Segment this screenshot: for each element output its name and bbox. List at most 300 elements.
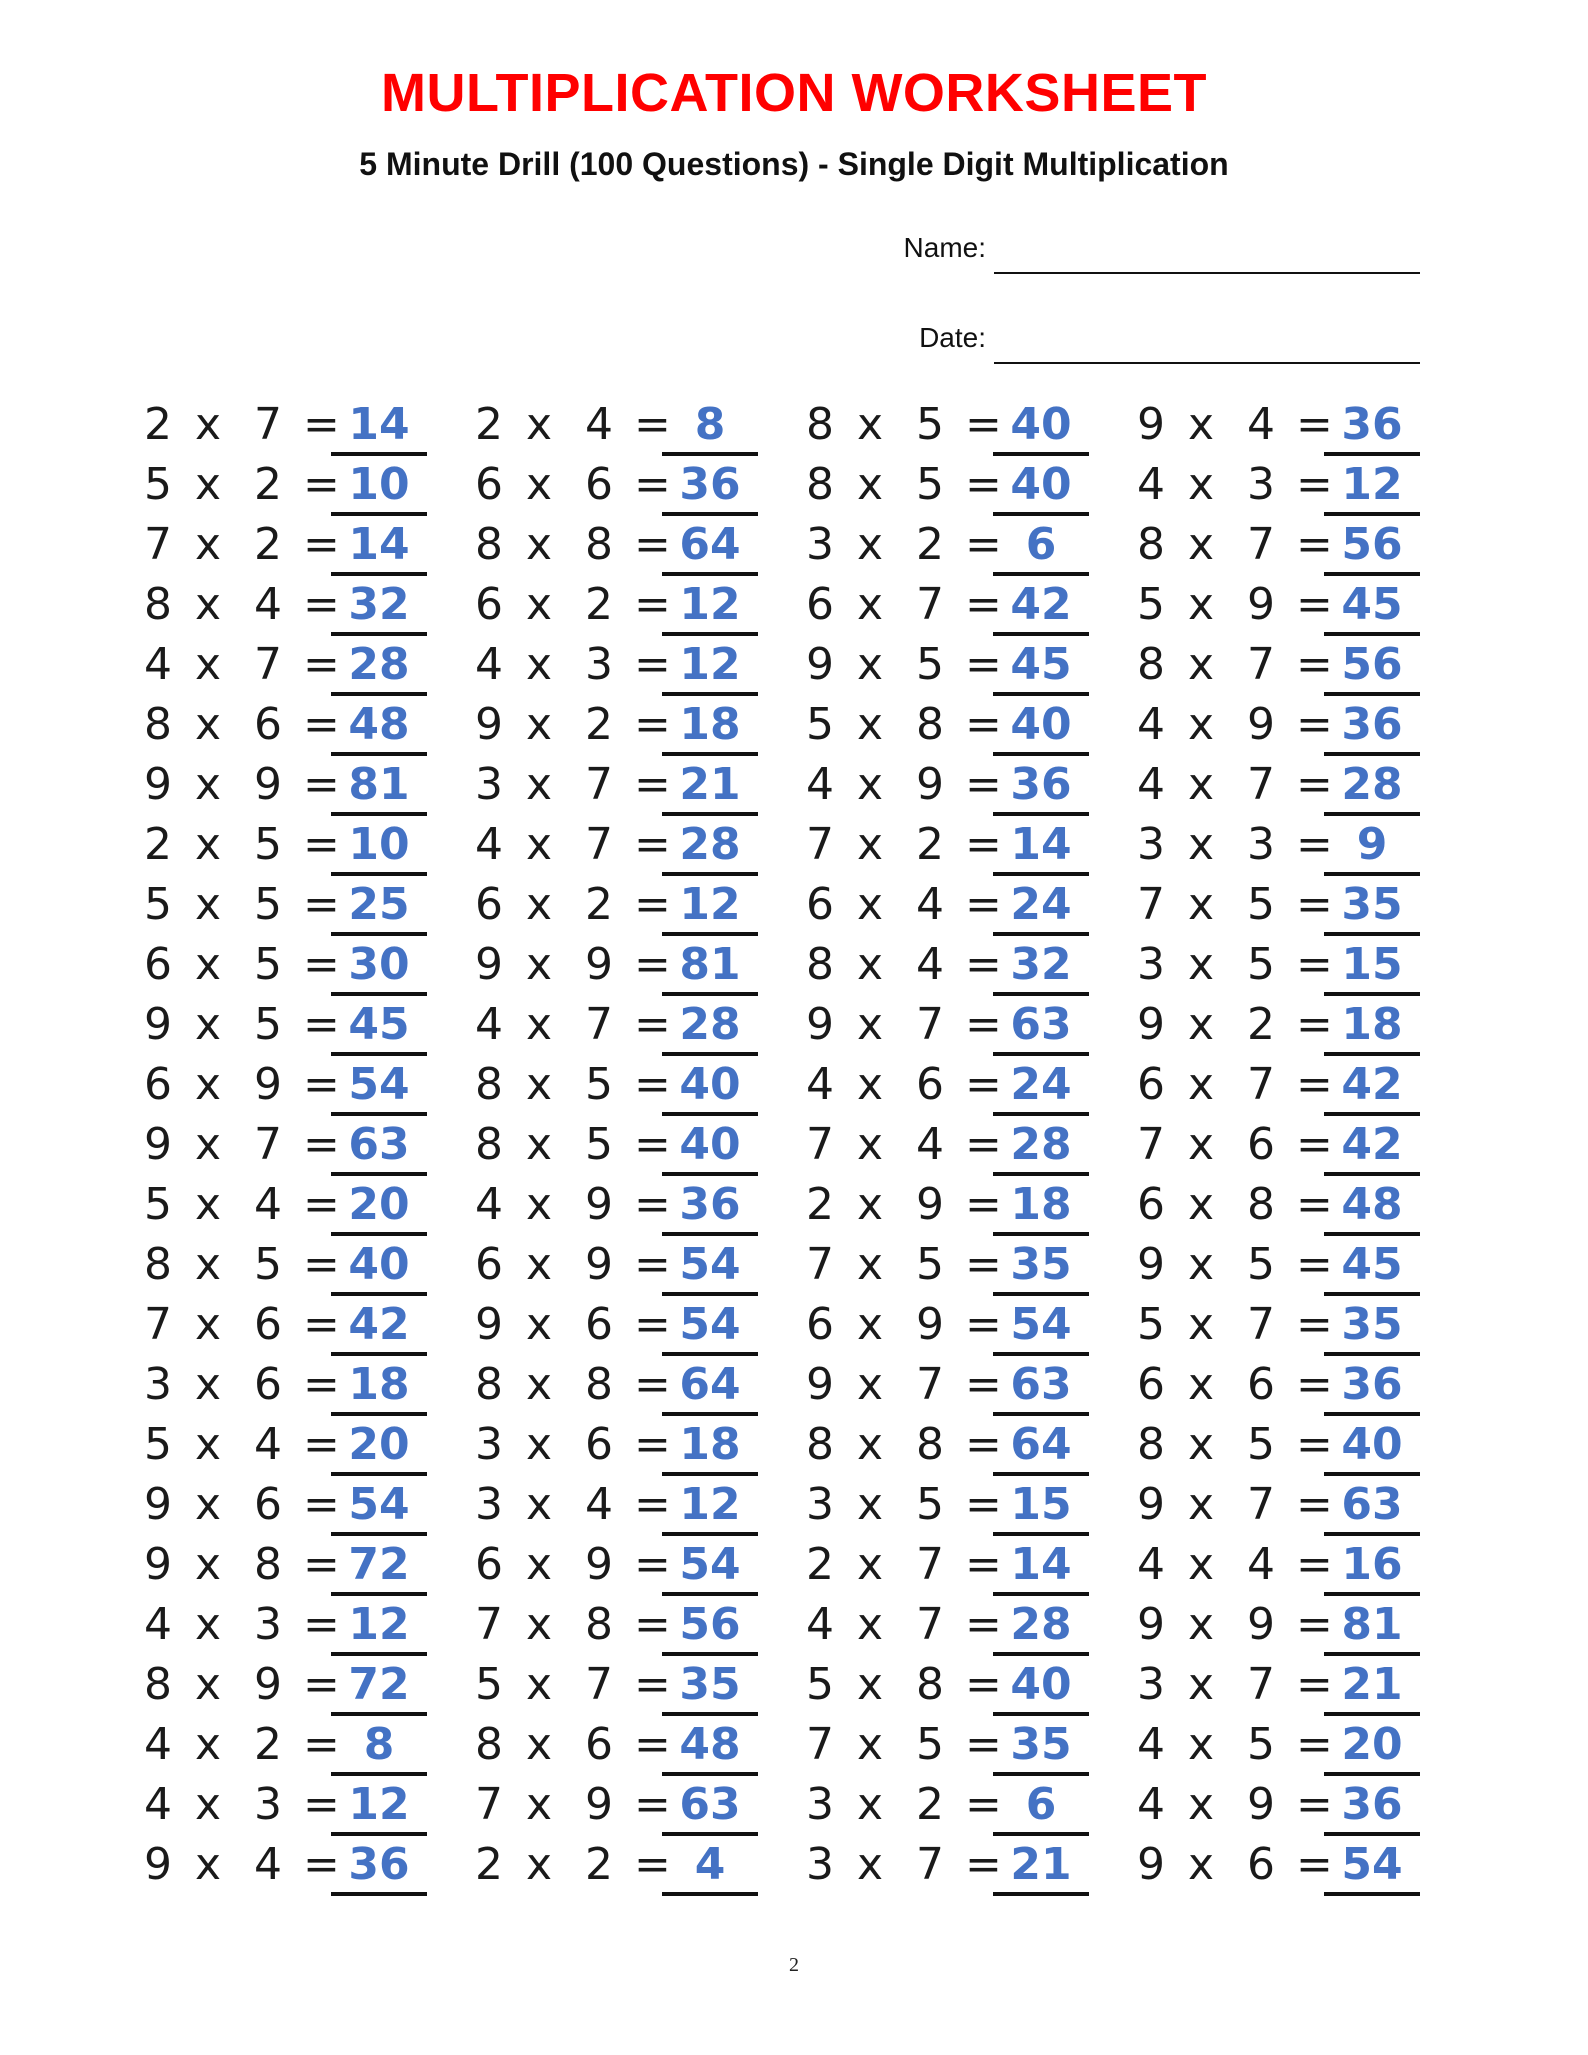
answer[interactable]: 42 bbox=[348, 1299, 410, 1350]
first-factor: 4 bbox=[806, 759, 834, 810]
times-sign: x bbox=[525, 819, 553, 870]
times-sign: x bbox=[856, 1179, 884, 1230]
equals-sign: = bbox=[965, 939, 1002, 990]
problem-row bbox=[143, 935, 453, 995]
answer[interactable]: 25 bbox=[348, 879, 410, 930]
answer[interactable]: 28 bbox=[1010, 1119, 1072, 1170]
first-factor: 6 bbox=[1137, 1059, 1165, 1110]
equals-sign: = bbox=[1296, 519, 1333, 570]
first-factor: 8 bbox=[806, 1419, 834, 1470]
times-sign: x bbox=[525, 999, 553, 1050]
answer[interactable]: 35 bbox=[1010, 1719, 1072, 1770]
problem-row bbox=[1136, 815, 1446, 875]
equals-sign: = bbox=[1296, 939, 1333, 990]
second-factor: 7 bbox=[254, 639, 282, 690]
answer[interactable]: 14 bbox=[1010, 1539, 1072, 1590]
answer[interactable]: 30 bbox=[348, 939, 410, 990]
problem-row bbox=[143, 1355, 453, 1415]
second-factor: 6 bbox=[254, 1479, 282, 1530]
times-sign: x bbox=[1187, 1659, 1215, 1710]
answer[interactable]: 36 bbox=[348, 1839, 410, 1890]
answer[interactable]: 12 bbox=[679, 639, 741, 690]
times-sign: x bbox=[856, 1059, 884, 1110]
answer[interactable]: 56 bbox=[679, 1599, 741, 1650]
problem-row bbox=[805, 635, 1115, 695]
answer[interactable]: 81 bbox=[348, 759, 410, 810]
first-factor: 8 bbox=[475, 519, 503, 570]
times-sign: x bbox=[525, 1719, 553, 1770]
first-factor: 6 bbox=[144, 939, 172, 990]
answer[interactable]: 45 bbox=[1010, 639, 1072, 690]
second-factor: 7 bbox=[1247, 519, 1275, 570]
answer[interactable]: 8 bbox=[363, 1719, 395, 1770]
first-factor: 7 bbox=[1137, 1119, 1165, 1170]
answer[interactable]: 28 bbox=[1341, 759, 1403, 810]
second-factor: 9 bbox=[585, 1239, 613, 1290]
answer[interactable]: 42 bbox=[1341, 1119, 1403, 1170]
equals-sign: = bbox=[965, 579, 1002, 630]
problem-row bbox=[474, 1055, 784, 1115]
times-sign: x bbox=[856, 879, 884, 930]
equals-sign: = bbox=[1296, 1299, 1333, 1350]
equals-sign: = bbox=[965, 879, 1002, 930]
first-factor: 4 bbox=[806, 1599, 834, 1650]
times-sign: x bbox=[1187, 1779, 1215, 1830]
answer[interactable]: 14 bbox=[1010, 819, 1072, 870]
problem-row bbox=[805, 1055, 1115, 1115]
first-factor: 5 bbox=[475, 1659, 503, 1710]
answer[interactable]: 36 bbox=[1341, 1359, 1403, 1410]
equals-sign: = bbox=[303, 639, 340, 690]
answer[interactable]: 32 bbox=[1010, 939, 1072, 990]
times-sign: x bbox=[1187, 819, 1215, 870]
equals-sign: = bbox=[634, 1659, 671, 1710]
equals-sign: = bbox=[634, 1479, 671, 1530]
times-sign: x bbox=[525, 1479, 553, 1530]
first-factor: 4 bbox=[1137, 1719, 1165, 1770]
equals-sign: = bbox=[303, 999, 340, 1050]
problem-row bbox=[1136, 1835, 1446, 1895]
answer[interactable]: 54 bbox=[348, 1479, 410, 1530]
problem-row bbox=[143, 875, 453, 935]
first-factor: 4 bbox=[475, 639, 503, 690]
second-factor: 5 bbox=[585, 1119, 613, 1170]
second-factor: 4 bbox=[1247, 1539, 1275, 1590]
answer[interactable]: 12 bbox=[679, 579, 741, 630]
first-factor: 6 bbox=[475, 459, 503, 510]
problem-row bbox=[1136, 1055, 1446, 1115]
answer[interactable]: 15 bbox=[1010, 1479, 1072, 1530]
problem-row bbox=[474, 1475, 784, 1535]
first-factor: 7 bbox=[475, 1599, 503, 1650]
second-factor: 7 bbox=[1247, 639, 1275, 690]
answer[interactable]: 35 bbox=[679, 1659, 741, 1710]
times-sign: x bbox=[525, 1119, 553, 1170]
problem-row bbox=[805, 515, 1115, 575]
equals-sign: = bbox=[634, 519, 671, 570]
problem-row bbox=[805, 455, 1115, 515]
problem-row bbox=[143, 395, 453, 455]
first-factor: 9 bbox=[1137, 1239, 1165, 1290]
problem-row bbox=[474, 815, 784, 875]
answer[interactable]: 10 bbox=[348, 459, 410, 510]
answer[interactable]: 8 bbox=[694, 399, 726, 450]
first-factor: 4 bbox=[475, 1179, 503, 1230]
times-sign: x bbox=[194, 879, 222, 930]
first-factor: 3 bbox=[1137, 939, 1165, 990]
answer[interactable]: 64 bbox=[679, 1359, 741, 1410]
first-factor: 6 bbox=[806, 879, 834, 930]
times-sign: x bbox=[856, 579, 884, 630]
equals-sign: = bbox=[303, 1839, 340, 1890]
answer[interactable]: 18 bbox=[1010, 1179, 1072, 1230]
first-factor: 2 bbox=[806, 1539, 834, 1590]
equals-sign: = bbox=[1296, 1659, 1333, 1710]
problem-row bbox=[805, 995, 1115, 1055]
equals-sign: = bbox=[634, 1719, 671, 1770]
answer[interactable]: 9 bbox=[1356, 819, 1388, 870]
answer[interactable]: 35 bbox=[1341, 1299, 1403, 1350]
answer[interactable]: 16 bbox=[1341, 1539, 1403, 1590]
first-factor: 9 bbox=[144, 999, 172, 1050]
answer[interactable]: 81 bbox=[679, 939, 741, 990]
problem-row bbox=[143, 1475, 453, 1535]
second-factor: 7 bbox=[916, 579, 944, 630]
second-factor: 5 bbox=[1247, 879, 1275, 930]
times-sign: x bbox=[1187, 759, 1215, 810]
answer[interactable]: 40 bbox=[1010, 399, 1072, 450]
equals-sign: = bbox=[965, 1359, 1002, 1410]
answer[interactable]: 28 bbox=[348, 639, 410, 690]
first-factor: 2 bbox=[475, 399, 503, 450]
second-factor: 9 bbox=[254, 1659, 282, 1710]
name-input-line[interactable] bbox=[994, 272, 1420, 274]
first-factor: 6 bbox=[475, 1239, 503, 1290]
problem-row bbox=[1136, 1775, 1446, 1835]
answer[interactable]: 18 bbox=[1341, 999, 1403, 1050]
times-sign: x bbox=[194, 1119, 222, 1170]
second-factor: 3 bbox=[1247, 459, 1275, 510]
answer[interactable]: 12 bbox=[1341, 459, 1403, 510]
problem-row bbox=[805, 1595, 1115, 1655]
answer[interactable]: 54 bbox=[348, 1059, 410, 1110]
first-factor: 8 bbox=[806, 459, 834, 510]
times-sign: x bbox=[856, 819, 884, 870]
second-factor: 2 bbox=[254, 519, 282, 570]
second-factor: 5 bbox=[254, 819, 282, 870]
problem-row bbox=[474, 1235, 784, 1295]
answer[interactable]: 63 bbox=[1010, 1359, 1072, 1410]
times-sign: x bbox=[525, 1299, 553, 1350]
answer[interactable]: 36 bbox=[1341, 699, 1403, 750]
problem-row bbox=[474, 935, 784, 995]
first-factor: 8 bbox=[1137, 639, 1165, 690]
first-factor: 2 bbox=[144, 819, 172, 870]
problem-row bbox=[1136, 995, 1446, 1055]
equals-sign: = bbox=[965, 459, 1002, 510]
answer[interactable]: 56 bbox=[1341, 639, 1403, 690]
answer[interactable]: 18 bbox=[679, 1419, 741, 1470]
answer[interactable]: 64 bbox=[679, 519, 741, 570]
problem-row bbox=[474, 395, 784, 455]
answer[interactable]: 20 bbox=[348, 1419, 410, 1470]
answer[interactable]: 36 bbox=[679, 1179, 741, 1230]
times-sign: x bbox=[525, 1359, 553, 1410]
answer[interactable]: 63 bbox=[679, 1779, 741, 1830]
first-factor: 6 bbox=[144, 1059, 172, 1110]
answer[interactable]: 21 bbox=[1010, 1839, 1072, 1890]
problem-row bbox=[1136, 395, 1446, 455]
first-factor: 3 bbox=[475, 1419, 503, 1470]
equals-sign: = bbox=[965, 999, 1002, 1050]
second-factor: 6 bbox=[585, 1419, 613, 1470]
problem-row bbox=[143, 695, 453, 755]
answer[interactable]: 64 bbox=[1010, 1419, 1072, 1470]
times-sign: x bbox=[1187, 579, 1215, 630]
first-factor: 7 bbox=[144, 1299, 172, 1350]
problem-row bbox=[1136, 1715, 1446, 1775]
times-sign: x bbox=[194, 1059, 222, 1110]
times-sign: x bbox=[194, 699, 222, 750]
problem-row bbox=[805, 1175, 1115, 1235]
problem-row bbox=[805, 1835, 1115, 1895]
equals-sign: = bbox=[965, 1539, 1002, 1590]
times-sign: x bbox=[194, 999, 222, 1050]
problem-row bbox=[1136, 1355, 1446, 1415]
answer[interactable]: 54 bbox=[1010, 1299, 1072, 1350]
second-factor: 6 bbox=[1247, 1119, 1275, 1170]
second-factor: 4 bbox=[585, 1479, 613, 1530]
answer[interactable]: 35 bbox=[1341, 879, 1403, 930]
second-factor: 5 bbox=[1247, 1419, 1275, 1470]
answer[interactable]: 45 bbox=[1341, 579, 1403, 630]
second-factor: 6 bbox=[585, 459, 613, 510]
times-sign: x bbox=[1187, 1239, 1215, 1290]
answer[interactable]: 54 bbox=[1341, 1839, 1403, 1890]
answer[interactable]: 28 bbox=[1010, 1599, 1072, 1650]
times-sign: x bbox=[1187, 1479, 1215, 1530]
equals-sign: = bbox=[634, 879, 671, 930]
answer[interactable]: 35 bbox=[1010, 1239, 1072, 1290]
answer[interactable]: 14 bbox=[348, 399, 410, 450]
answer[interactable]: 54 bbox=[679, 1299, 741, 1350]
problem-row bbox=[805, 1715, 1115, 1775]
equals-sign: = bbox=[303, 879, 340, 930]
first-factor: 6 bbox=[475, 879, 503, 930]
answer[interactable]: 6 bbox=[1025, 1779, 1057, 1830]
answer[interactable]: 42 bbox=[1010, 579, 1072, 630]
times-sign: x bbox=[194, 1719, 222, 1770]
equals-sign: = bbox=[965, 1479, 1002, 1530]
problem-row bbox=[805, 1415, 1115, 1475]
answer[interactable]: 21 bbox=[679, 759, 741, 810]
first-factor: 9 bbox=[1137, 399, 1165, 450]
answer[interactable]: 12 bbox=[348, 1599, 410, 1650]
equals-sign: = bbox=[303, 579, 340, 630]
second-factor: 7 bbox=[916, 1359, 944, 1410]
second-factor: 3 bbox=[254, 1779, 282, 1830]
date-input-line[interactable] bbox=[994, 362, 1420, 364]
first-factor: 9 bbox=[475, 1299, 503, 1350]
problem-row bbox=[1136, 575, 1446, 635]
answer[interactable]: 28 bbox=[679, 819, 741, 870]
problem-row bbox=[805, 1115, 1115, 1175]
answer[interactable]: 20 bbox=[1341, 1719, 1403, 1770]
answer[interactable]: 20 bbox=[348, 1179, 410, 1230]
equals-sign: = bbox=[303, 699, 340, 750]
equals-sign: = bbox=[965, 639, 1002, 690]
answer[interactable]: 54 bbox=[679, 1539, 741, 1590]
times-sign: x bbox=[194, 1419, 222, 1470]
problem-row bbox=[143, 1415, 453, 1475]
equals-sign: = bbox=[634, 999, 671, 1050]
answer[interactable]: 15 bbox=[1341, 939, 1403, 990]
first-factor: 9 bbox=[1137, 1599, 1165, 1650]
times-sign: x bbox=[194, 579, 222, 630]
answer[interactable]: 40 bbox=[348, 1239, 410, 1290]
times-sign: x bbox=[856, 1719, 884, 1770]
answer[interactable]: 6 bbox=[1025, 519, 1057, 570]
first-factor: 9 bbox=[144, 1839, 172, 1890]
times-sign: x bbox=[525, 939, 553, 990]
problem-row bbox=[143, 755, 453, 815]
answer[interactable]: 42 bbox=[1341, 1059, 1403, 1110]
second-factor: 9 bbox=[1247, 699, 1275, 750]
equals-sign: = bbox=[303, 819, 340, 870]
problem-row bbox=[143, 1595, 453, 1655]
second-factor: 9 bbox=[585, 1179, 613, 1230]
answer[interactable]: 14 bbox=[348, 519, 410, 570]
problem-row bbox=[805, 875, 1115, 935]
answer[interactable]: 24 bbox=[1010, 1059, 1072, 1110]
answer[interactable]: 36 bbox=[1010, 759, 1072, 810]
answer[interactable]: 40 bbox=[1010, 699, 1072, 750]
answer[interactable]: 40 bbox=[1010, 459, 1072, 510]
first-factor: 8 bbox=[144, 1659, 172, 1710]
answer[interactable]: 36 bbox=[679, 459, 741, 510]
answer[interactable]: 72 bbox=[348, 1539, 410, 1590]
times-sign: x bbox=[194, 1479, 222, 1530]
problem-row bbox=[1136, 1295, 1446, 1355]
second-factor: 2 bbox=[585, 879, 613, 930]
answer[interactable]: 18 bbox=[679, 699, 741, 750]
times-sign: x bbox=[1187, 1119, 1215, 1170]
answer[interactable]: 45 bbox=[348, 999, 410, 1050]
equals-sign: = bbox=[303, 1599, 340, 1650]
equals-sign: = bbox=[1296, 1359, 1333, 1410]
equals-sign: = bbox=[965, 1659, 1002, 1710]
equals-sign: = bbox=[1296, 639, 1333, 690]
second-factor: 6 bbox=[1247, 1359, 1275, 1410]
equals-sign: = bbox=[303, 1659, 340, 1710]
times-sign: x bbox=[856, 759, 884, 810]
second-factor: 6 bbox=[585, 1299, 613, 1350]
answer[interactable]: 40 bbox=[1341, 1419, 1403, 1470]
answer[interactable]: 45 bbox=[1341, 1239, 1403, 1290]
answer[interactable]: 4 bbox=[694, 1839, 726, 1890]
answer[interactable]: 32 bbox=[348, 579, 410, 630]
first-factor: 9 bbox=[1137, 1839, 1165, 1890]
second-factor: 9 bbox=[585, 939, 613, 990]
second-factor: 7 bbox=[916, 999, 944, 1050]
second-factor: 3 bbox=[585, 639, 613, 690]
answer[interactable]: 81 bbox=[1341, 1599, 1403, 1650]
second-factor: 2 bbox=[585, 579, 613, 630]
answer[interactable]: 10 bbox=[348, 819, 410, 870]
answer[interactable]: 12 bbox=[679, 879, 741, 930]
first-factor: 6 bbox=[806, 579, 834, 630]
answer[interactable]: 21 bbox=[1341, 1659, 1403, 1710]
answer[interactable]: 48 bbox=[348, 699, 410, 750]
first-factor: 3 bbox=[806, 1779, 834, 1830]
equals-sign: = bbox=[1296, 1179, 1333, 1230]
answer[interactable]: 40 bbox=[679, 1059, 741, 1110]
first-factor: 5 bbox=[144, 1179, 172, 1230]
answer[interactable]: 54 bbox=[679, 1239, 741, 1290]
times-sign: x bbox=[856, 1299, 884, 1350]
answer[interactable]: 72 bbox=[348, 1659, 410, 1710]
equals-sign: = bbox=[965, 1839, 1002, 1890]
problem-row bbox=[805, 1535, 1115, 1595]
second-factor: 7 bbox=[1247, 1659, 1275, 1710]
problem-row bbox=[1136, 875, 1446, 935]
answer[interactable]: 48 bbox=[1341, 1179, 1403, 1230]
problem-row bbox=[1136, 1595, 1446, 1655]
answer[interactable]: 28 bbox=[679, 999, 741, 1050]
equals-sign: = bbox=[634, 1359, 671, 1410]
problem-row bbox=[1136, 935, 1446, 995]
second-factor: 5 bbox=[254, 999, 282, 1050]
answer[interactable]: 56 bbox=[1341, 519, 1403, 570]
answer[interactable]: 36 bbox=[1341, 1779, 1403, 1830]
answer[interactable]: 36 bbox=[1341, 399, 1403, 450]
problem-row bbox=[474, 1655, 784, 1715]
equals-sign: = bbox=[1296, 759, 1333, 810]
problem-row bbox=[805, 395, 1115, 455]
times-sign: x bbox=[1187, 1719, 1215, 1770]
problem-row bbox=[474, 1355, 784, 1415]
answer[interactable]: 40 bbox=[1010, 1659, 1072, 1710]
answer[interactable]: 63 bbox=[348, 1119, 410, 1170]
date-field bbox=[894, 322, 1420, 364]
equals-sign: = bbox=[1296, 399, 1333, 450]
first-factor: 8 bbox=[806, 399, 834, 450]
second-factor: 6 bbox=[585, 1719, 613, 1770]
problem-row bbox=[143, 575, 453, 635]
equals-sign: = bbox=[303, 519, 340, 570]
answer[interactable]: 12 bbox=[679, 1479, 741, 1530]
second-factor: 7 bbox=[1247, 1059, 1275, 1110]
first-factor: 9 bbox=[475, 939, 503, 990]
answer[interactable]: 24 bbox=[1010, 879, 1072, 930]
answer[interactable]: 40 bbox=[679, 1119, 741, 1170]
problem-row bbox=[143, 455, 453, 515]
equals-sign: = bbox=[303, 1299, 340, 1350]
problem-row bbox=[805, 935, 1115, 995]
equals-sign: = bbox=[303, 1719, 340, 1770]
answer[interactable]: 63 bbox=[1010, 999, 1072, 1050]
second-factor: 4 bbox=[585, 399, 613, 450]
times-sign: x bbox=[1187, 399, 1215, 450]
equals-sign: = bbox=[1296, 699, 1333, 750]
answer[interactable]: 63 bbox=[1341, 1479, 1403, 1530]
answer[interactable]: 48 bbox=[679, 1719, 741, 1770]
second-factor: 4 bbox=[254, 1179, 282, 1230]
second-factor: 2 bbox=[254, 459, 282, 510]
problem-row bbox=[474, 875, 784, 935]
answer[interactable]: 12 bbox=[348, 1779, 410, 1830]
answer[interactable]: 18 bbox=[348, 1359, 410, 1410]
